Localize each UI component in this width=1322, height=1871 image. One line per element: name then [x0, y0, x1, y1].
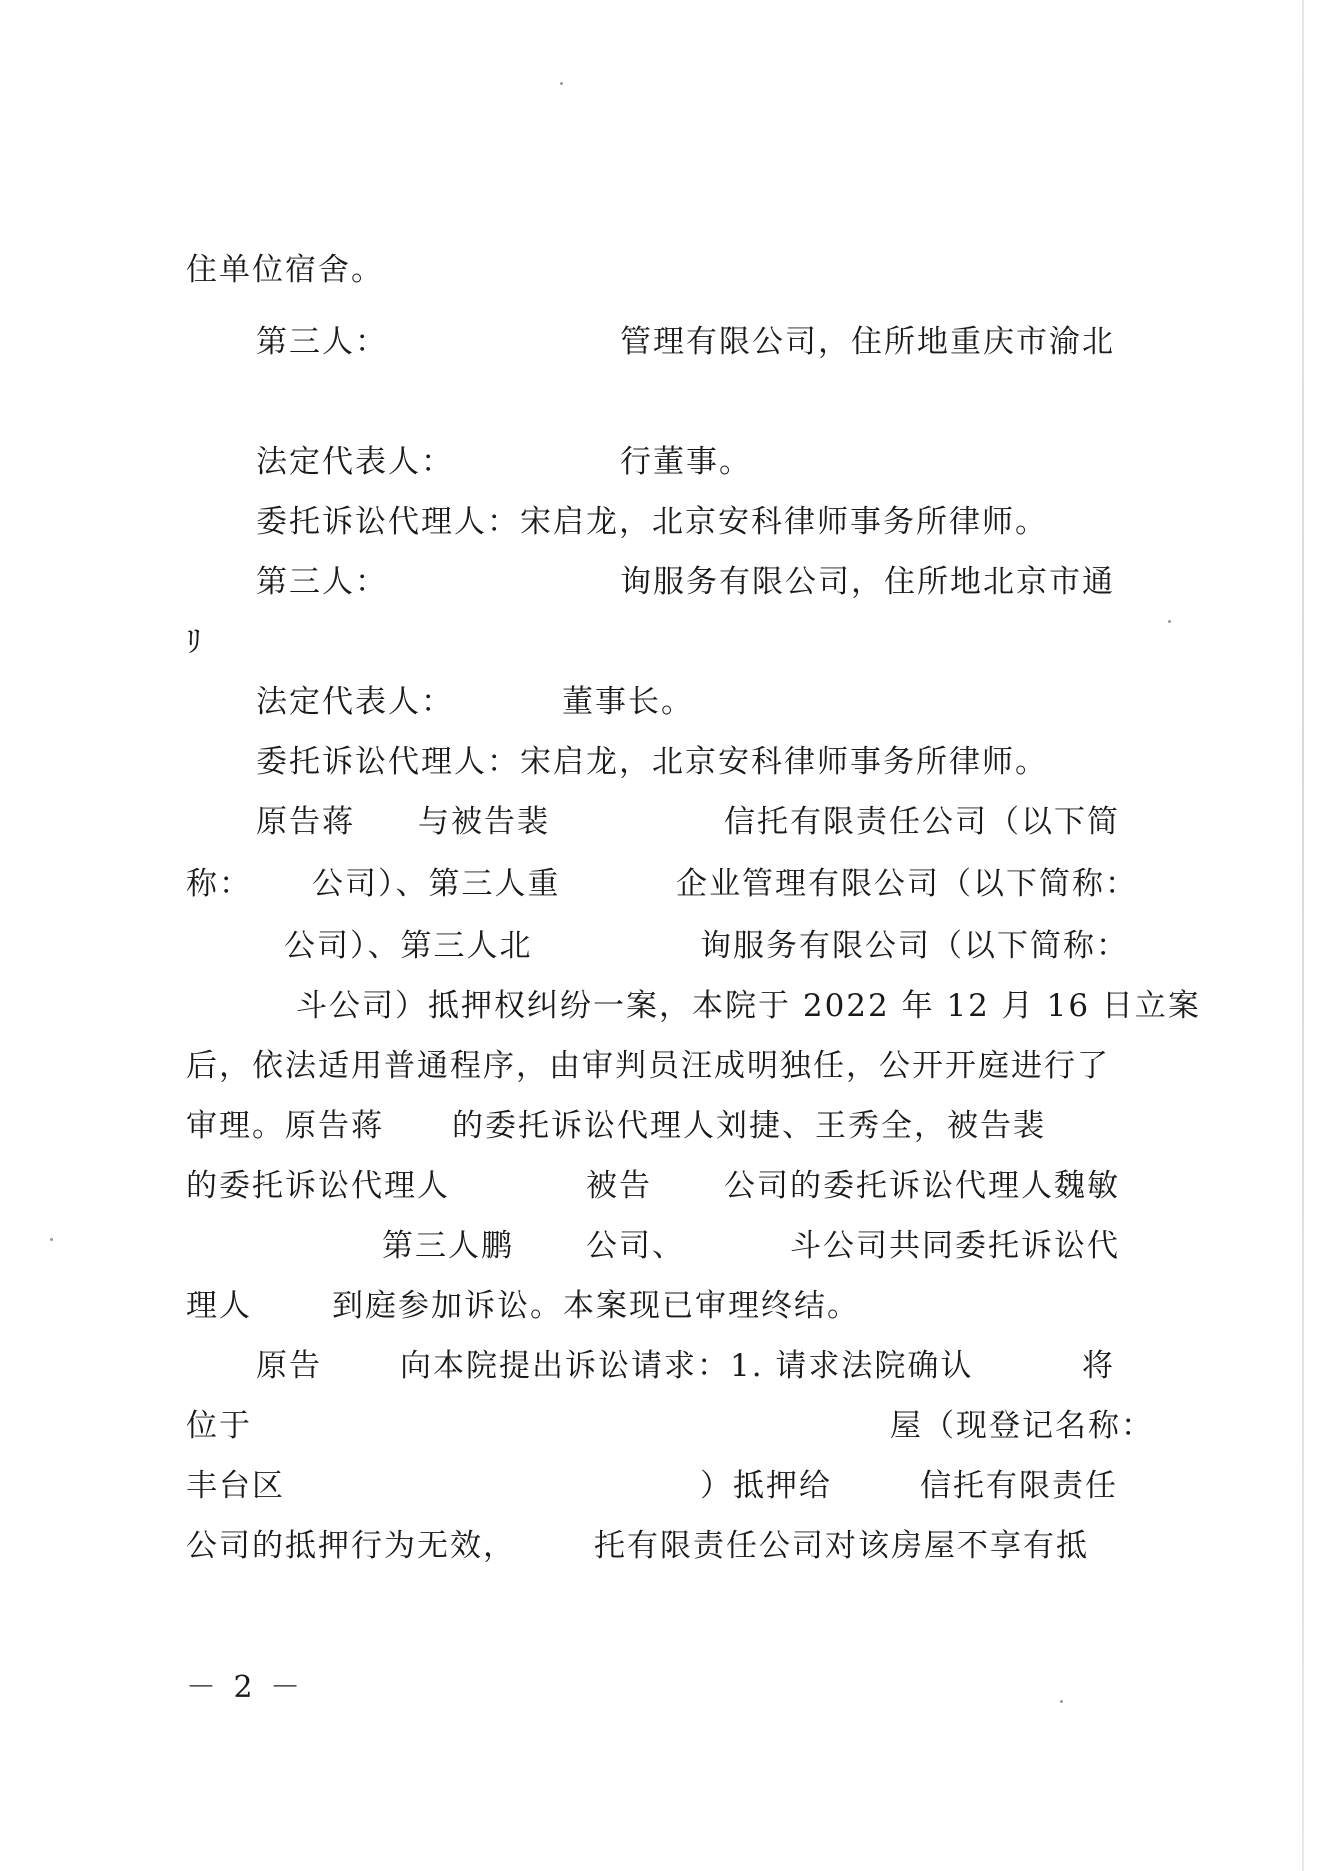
text-line: 行董事。	[620, 444, 752, 480]
text-line: 原告蒋	[256, 804, 355, 840]
text-line: 托有限责任公司对该房屋不享有抵	[594, 1528, 1089, 1564]
text-line: 公司）、第三人重	[312, 866, 561, 902]
text-line: 询服务有限公司，住所地北京市通	[620, 564, 1115, 600]
text-line: 公司）、第三人北	[284, 928, 533, 964]
scan-speck	[50, 1238, 53, 1241]
text-line: 董事长。	[562, 684, 694, 720]
text-line: 询服务有限公司（以下简称：	[700, 928, 1129, 964]
scan-speck	[1060, 1700, 1063, 1703]
page-number: － 2 －	[186, 1670, 305, 1705]
text-line: 公司的委托诉讼代理人魏敏	[724, 1168, 1120, 1204]
text-line: 信托有限责任	[920, 1468, 1118, 1504]
text-line: 第三人：	[256, 564, 388, 600]
text-line: 斗公司）抵押权纠纷一案，本院于 2022 年 12 月 16 日立案	[296, 988, 1201, 1024]
scan-speck	[560, 82, 563, 85]
scan-speck	[1168, 620, 1171, 623]
text-line: 委托诉讼代理人：宋启龙，北京安科律师事务所律师。	[256, 744, 1048, 780]
text-line: 称：	[186, 866, 252, 902]
text-line: 第三人：	[256, 324, 388, 360]
text-line: ）抵押给	[700, 1468, 832, 1504]
text-line: 的委托诉讼代理人刘捷、王秀全，被告裴	[452, 1108, 1046, 1144]
text-line: 丰台区	[186, 1468, 285, 1504]
text-line: 到庭参加诉讼。本案现已审理终结。	[332, 1288, 860, 1324]
text-line: 住单位宿舍。	[186, 252, 384, 288]
text-line: 斗公司共同委托诉讼代	[790, 1228, 1120, 1264]
text-line: 第三人鹏	[382, 1228, 514, 1264]
text-line: 管理有限公司，住所地重庆市渝北	[620, 324, 1115, 360]
text-line: 企业管理有限公司（以下简称：	[676, 866, 1138, 902]
text-line: 将	[1082, 1348, 1115, 1384]
text-line: 公司、	[586, 1228, 685, 1264]
text-line: 向本院提出诉讼请求：1. 请求法院确认	[400, 1348, 974, 1384]
scan-edge	[1302, 0, 1304, 1871]
text-line: 理人	[186, 1288, 252, 1324]
text-line: 公司的抵押行为无效，	[186, 1528, 516, 1564]
text-line: 位于	[186, 1408, 252, 1444]
text-line: 与被告裴	[418, 804, 550, 840]
text-line: 原告	[256, 1348, 322, 1384]
text-line: 审理。原告蒋	[186, 1108, 384, 1144]
text-line: 后，依法适用普通程序，由审判员汪成明独任，公开开庭进行了	[186, 1048, 1110, 1084]
text-line: 法定代表人：	[256, 444, 454, 480]
text-line: 信托有限责任公司（以下简	[724, 804, 1120, 840]
text-line: 屋（现登记名称：	[890, 1408, 1154, 1444]
text-line: 被告	[586, 1168, 652, 1204]
text-line: 法定代表人：	[256, 684, 454, 720]
text-line: 的委托诉讼代理人	[186, 1168, 450, 1204]
text-line: 委托诉讼代理人：宋启龙，北京安科律师事务所律师。	[256, 504, 1048, 540]
text-line: ﾘ	[186, 624, 204, 660]
